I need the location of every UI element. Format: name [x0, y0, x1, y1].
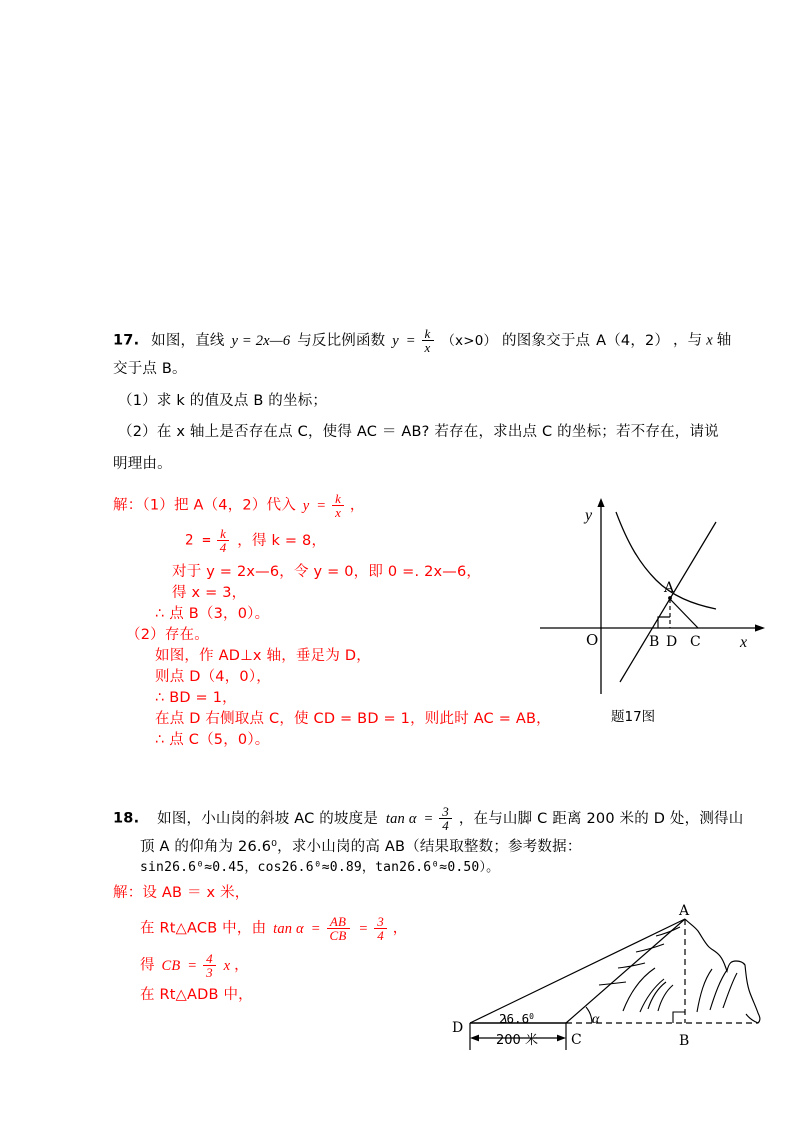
problem-18-solution-line-1: 解：设 AB ＝ x 米，: [113, 885, 250, 901]
solution-18-eq-2: =: [358, 920, 369, 937]
problem-17-solution-line-10: 在点 D 右侧取点 C，使 CD = BD = 1，则此时 AC = AB，: [155, 711, 551, 727]
problem-18-figure: [440, 890, 785, 1070]
problem-17-solution-line-3: 对于 y = 2x—6，令 y = 0，即 0 =. 2x—6，: [172, 564, 482, 580]
solution-17-l1-fn-eq: =: [316, 497, 327, 514]
solution-17-l1-fn-y: y: [302, 497, 310, 514]
problem-18-fraction-3-over-4: [439, 805, 452, 833]
point-b-label: B: [649, 634, 660, 650]
problem-17-figure-caption: 题17图: [611, 709, 656, 725]
problem-17-number: 17.: [113, 332, 140, 349]
origin-label: O: [586, 631, 599, 649]
problem-17-condition: （x>0）: [441, 332, 498, 349]
problem-18-statement-line-3: sin26.6⁰≈0.45，cos26.6⁰≈0.89，tan26.6⁰≈0.50）。: [140, 860, 500, 875]
problem-17-solution-line-5: ∴ 点 B（3，0）。: [155, 606, 270, 622]
solution-17-fraction-k-over-4: [217, 527, 230, 555]
fraction-numerator: 3: [442, 804, 449, 819]
fraction-denominator: 4: [374, 928, 387, 942]
problem-17-fn-y: y: [392, 332, 399, 349]
fraction-denominator: 4: [439, 818, 452, 832]
problem-17-part-1: （1）求 k 的值及点 B 的坐标；: [118, 393, 328, 409]
problem-17-axis-x: x: [706, 332, 713, 349]
fraction-numerator: k: [335, 491, 342, 506]
line-of-sight-da: [470, 919, 685, 1023]
problem-17-text-d: ，与: [672, 332, 703, 349]
problem-17-solution-line-8: 则点 D（4，0），: [155, 669, 271, 685]
problem-18-tan-alpha: tan α: [385, 810, 417, 827]
problem-17-fraction-k-over-x: [422, 327, 434, 355]
y-axis-label: y: [585, 507, 593, 524]
angle-d-label: 26.6$^0$: [499, 1011, 534, 1026]
solution-18-fraction-ab-over-cb: [327, 915, 350, 943]
problem-17-solution-line-9: ∴ BD = 1，: [155, 690, 237, 706]
solution-18-l3-prefix: 得: [140, 957, 155, 974]
problem-17-solution-line-11: ∴ 点 C（5，0）。: [155, 732, 270, 748]
problem-18-text-a: 如图，小山岗的斜坡 AC 的坡度是: [157, 810, 379, 827]
problem-17-line-equation: y = 2x—6: [231, 332, 291, 349]
fraction-denominator: 3: [203, 965, 216, 979]
problem-17-text-e: 轴: [716, 332, 732, 349]
solution-17-l2-rhs: ，得 k = 8，: [237, 532, 327, 549]
problem-17-statement-line-1: [113, 327, 731, 355]
problem-18-eq: =: [423, 810, 434, 827]
fraction-numerator: 4: [206, 951, 213, 966]
distance-label: 200 米: [496, 1033, 538, 1048]
problem-17-solution-line-1: [113, 492, 365, 520]
fraction-denominator: CB: [327, 928, 350, 942]
problem-17-fn-eq: =: [405, 332, 416, 349]
solution-18-l3-x: x: [223, 957, 231, 974]
problem-18-statement-line-1: [113, 805, 743, 833]
mountain-hatching-left: [599, 927, 680, 985]
point-d-label: D: [666, 634, 678, 650]
problem-18-solution-line-4: 在 Rt△ADB 中，: [140, 987, 253, 1003]
problem-18-solution-line-2: [140, 915, 407, 943]
problem-17-statement-line-2: 交于点 B。: [113, 361, 187, 377]
solution-18-eq-1: =: [310, 920, 321, 937]
dimension-arrow-left: [470, 1035, 479, 1042]
problem-17-part-2-line-1: （2）在 x 轴上是否存在点 C，使得 AC ＝ AB? 若存在，求出点 C 的坐标；若不存在，请说: [118, 424, 719, 440]
solution-18-fraction-4-over-3: [203, 952, 216, 980]
mountain-ridge-curves: [623, 968, 673, 1012]
solution-18-tan-alpha: tan α: [273, 920, 304, 937]
fraction-denominator: x: [422, 340, 434, 354]
straight-line: [620, 522, 716, 682]
problem-17-solution-line-6: （2）存在。: [126, 627, 209, 643]
point-d-label: D: [452, 1020, 464, 1036]
point-a-label: A: [664, 580, 675, 596]
solution-18-l2-end: ，: [392, 920, 408, 937]
fraction-numerator: AB: [329, 914, 347, 929]
point-a-label: A: [679, 903, 690, 919]
problem-17-solution-line-4: 得 x = 3，: [172, 585, 247, 601]
fraction-denominator: 4: [217, 540, 230, 554]
x-axis-label: x: [740, 634, 748, 651]
fraction-numerator: 3: [377, 914, 384, 929]
solution-18-cb: CB: [161, 957, 181, 974]
problem-17-solution-line-7: 如图，作 AD⊥x 轴，垂足为 D，: [155, 648, 371, 664]
problem-18-solution-line-3: [140, 952, 249, 980]
solution-18-l3-end: ，: [234, 957, 249, 974]
right-angle-mark-b: [673, 1012, 685, 1023]
fraction-numerator: k: [424, 326, 431, 341]
mountain-ridge-curves-right: [697, 969, 737, 1012]
problem-17-text-b: 与反比例函数: [297, 332, 386, 349]
solution-18-fraction-3-over-4: [374, 915, 387, 943]
problem-17-figure: [540, 492, 780, 707]
problem-17-text-c: 的图象交于点: [502, 332, 591, 349]
problem-17-solution-line-2: [185, 527, 326, 555]
solution-18-l2-prefix: 在 Rt△ACB 中，由: [140, 920, 267, 937]
dimension-arrow-right: [557, 1035, 566, 1042]
problem-18-statement-line-2: 顶 A 的仰角为 26.6⁰，求小山岗的高 AB（结果取整数；参考数据：: [140, 839, 582, 855]
solution-17-l1-suffix: ，: [349, 497, 365, 514]
y-axis-arrowhead: [597, 498, 604, 507]
x-axis-arrowhead: [755, 624, 765, 631]
angle-c-label: α: [592, 1012, 600, 1027]
solution-17-fraction-k-over-x: [332, 492, 344, 520]
fraction-denominator: x: [332, 505, 344, 519]
right-angle-mark: [658, 617, 670, 628]
problem-17-point-a: A（4，2）: [596, 332, 670, 349]
problem-18-number: 18.: [113, 810, 140, 827]
problem-17-part-2-line-2: 明理由。: [113, 456, 172, 472]
point-c-label: C: [571, 1032, 582, 1048]
problem-17-text-a: 如图，直线: [151, 332, 225, 349]
solution-17-l1-prefix: 解：（1）把 A（4，2）代入: [113, 497, 296, 514]
problem-18-text-b: ，在与山脚 C 距离 200 米的 D 处，测得山: [458, 810, 744, 827]
mountain-silhouette-right: [685, 919, 760, 1023]
slope-ca: [566, 919, 685, 1023]
point-b-label: B: [679, 1033, 690, 1049]
point-c-label: C: [690, 634, 701, 650]
solution-18-l3-eq: =: [187, 957, 198, 974]
solution-17-l2-lhs: 2 =: [185, 532, 211, 549]
fraction-numerator: k: [220, 526, 227, 541]
